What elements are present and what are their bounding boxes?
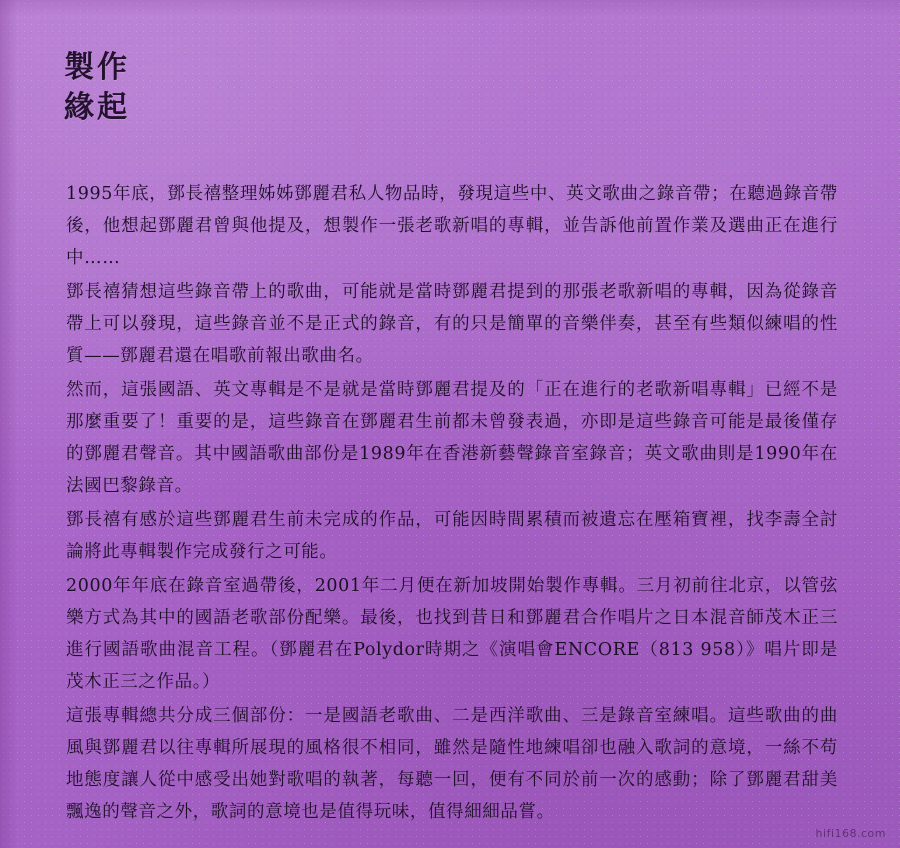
page-title-line-1: 製作	[64, 50, 130, 85]
page-title-line-2: 緣起	[64, 89, 130, 125]
page-title	[64, 48, 130, 128]
paragraph: 鄧長禧猜想這些錄音帶上的歌曲，可能就是當時鄧麗君提到的那張老歌新唱的專輯，因為從錄音帶上可以發現，這些錄音並不是正式的錄音，有的只是簡單的音樂伴奏，甚至有些類似練唱的性質——鄧麗君還在唱歌前報出歌曲名。	[66, 282, 838, 366]
site-watermark: hifi168.com	[815, 827, 886, 840]
page-left-edge-shadow	[0, 0, 18, 848]
paragraph: 2000年年底在錄音室過帶後，2001年二月便在新加坡開始製作專輯。三月初前往北京，以管弦樂方式為其中的國語老歌部份配樂。最後，也找到昔日和鄧麗君合作唱片之日本混音師茂木正三進行國語歌曲混音工程。（鄧麗君在Polydor時期之《演唱會ENCORE（813 958）》唱片即是茂木正三之作品。）	[66, 576, 838, 692]
page-top-edge-shadow	[0, 0, 900, 16]
paragraph: 鄧長禧有感於這些鄧麗君生前未完成的作品，可能因時間累積而被遺忘在壓箱寶裡，找李壽全討論將此專輯製作完成發行之可能。	[66, 510, 838, 562]
article-body	[66, 178, 838, 830]
paragraph: 1995年底，鄧長禧整理姊姊鄧麗君私人物品時，發現這些中、英文歌曲之錄音帶；在聽過錄音帶後，他想起鄧麗君曾與他提及，想製作一張老歌新唱的專輯，並告訴他前置作業及選曲正在進行中……	[66, 184, 838, 268]
paragraph: 然而，這張國語、英文專輯是不是就是當時鄧麗君提及的「正在進行的老歌新唱專輯」已經不是那麼重要了！重要的是，這些錄音在鄧麗君生前都未曾發表過，亦即是這些錄音可能是最後僅存的鄧麗君聲音。其中國語歌曲部份是1989年在香港新藝聲錄音室錄音；英文歌曲則是1990年在法國巴黎錄音。	[66, 380, 838, 496]
paragraph: 這張專輯總共分成三個部份：一是國語老歌曲、二是西洋歌曲、三是錄音室練唱。這些歌曲的曲風與鄧麗君以往專輯所展現的風格很不相同，雖然是隨性地練唱卻也融入歌詞的意境，一絲不苟地態度讓人從中感受出她對歌唱的執著，每聽一回，便有不同於前一次的感動；除了鄧麗君甜美飄逸的聲音之外，歌詞的意境也是值得玩味，值得細細品嘗。	[66, 706, 838, 822]
